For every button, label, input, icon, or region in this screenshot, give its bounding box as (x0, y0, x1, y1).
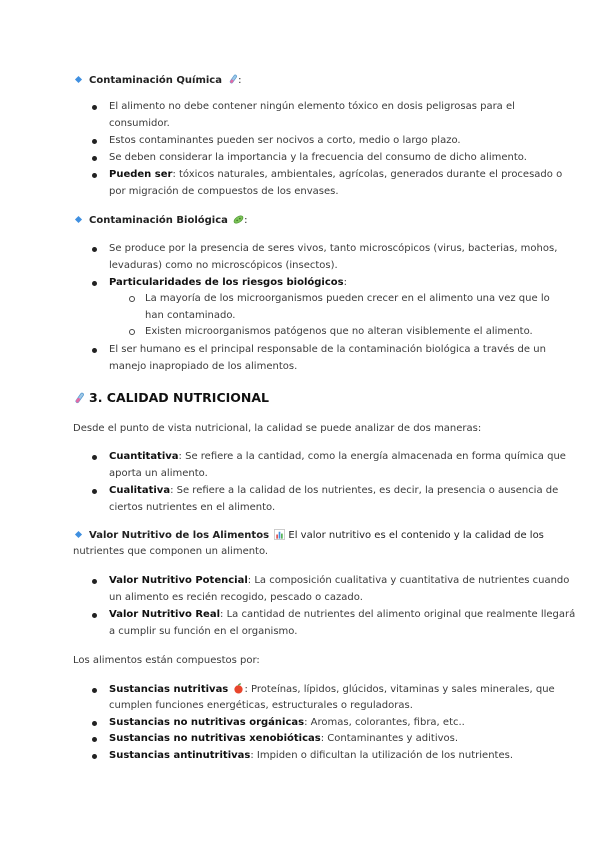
list-item-cuantitativa: Cuantitativa: Se refiere a la cantidad, como la energía almacenada en forma química que (109, 451, 566, 462)
sub-bullet-circle (129, 296, 135, 302)
bullet-dot (92, 348, 97, 353)
list-item-cont: un alimento es recién recogido, pescado o cazado. (109, 592, 363, 603)
bullet-dot (92, 721, 97, 726)
bullet-dot (92, 579, 97, 584)
list-item-organicas: Sustancias no nutritivas orgánicas: Aromas, colorantes, fibra, etc.. (109, 717, 465, 728)
sub-list-item: Existen microorganismos patógenos que no alteran visiblemente el alimento. (145, 326, 533, 337)
sub-list-item-cont: han contaminado. (145, 310, 236, 321)
paragraph-intro: Desde el punto de vista nutricional, la calidad se puede analizar de dos maneras: (73, 423, 482, 434)
section-biologica-title: Contaminación Biológica : (73, 214, 247, 228)
diamond-bullet-icon (75, 76, 82, 83)
bullet-dot (92, 489, 97, 494)
bullet-dot (92, 613, 97, 618)
list-item-antinutritivas: Sustancias antinutritivas: Impiden o dificultan la utilización de los nutrientes. (109, 750, 513, 761)
bullet-dot (92, 754, 97, 759)
list-item: El ser humano es el principal responsable de la contaminación biológica a través de un (109, 344, 546, 355)
list-item: Se produce por la presencia de seres vivos, tanto microscópicos (virus, bacterias, mohos, (109, 243, 558, 254)
list-item-cont: por migración de compuestos de los envases. (109, 186, 339, 197)
list-item-xenobioticas: Sustancias no nutritivas xenobióticas: Contaminantes y aditivos. (109, 733, 459, 744)
valor-nutritivo-line: Valor Nutritivo de los Alimentos El valor nutritivo es el contenido y la calidad de los (73, 529, 544, 543)
list-item-pueden-ser: Pueden ser: tóxicos naturales, ambientales, agrícolas, generados durante el procesado o (109, 169, 563, 180)
bullet-dot (92, 105, 97, 110)
list-item-potencial: Valor Nutritivo Potencial: La composición cualitativa y cuantitativa de nutrientes cuando (109, 575, 570, 586)
valor-nutritivo-cont: nutrientes que componen un alimento. (73, 546, 269, 557)
microbe-icon (233, 214, 244, 225)
list-item-real: Valor Nutritivo Real: La cantidad de nutrientes del alimento original que realmente llegará (109, 609, 576, 620)
list-item: Se deben considerar la importancia y la frecuencia del consumo de dicho alimento. (109, 152, 527, 163)
paragraph-compuestos: Los alimentos están compuestos por: (73, 655, 260, 666)
sub-list-item: La mayoría de los microorganismos pueden crecer en el alimento una vez que lo (145, 293, 550, 304)
section-heading-calidad: 3. CALIDAD NUTRICIONAL (73, 390, 269, 405)
bullet-dot (92, 156, 97, 161)
bullet-dot (92, 139, 97, 144)
bullet-dot (92, 688, 97, 693)
diamond-bullet-icon (75, 216, 82, 223)
sub-bullet-circle (129, 329, 135, 335)
list-item-cont: a cumplir su función en el organismo. (109, 626, 298, 637)
list-item: Estos contaminantes pueden ser nocivos a corto, medio o largo plazo. (109, 135, 461, 146)
bar-chart-icon (274, 529, 285, 540)
list-item: El alimento no debe contener ningún elemento tóxico en dosis peligrosas para el (109, 101, 515, 112)
list-item-riesgos: Particularidades de los riesgos biológicos: (109, 277, 347, 288)
list-item-cont: manejo inapropiado de los alimentos. (109, 361, 298, 372)
list-item-cont: ciertos nutrientes en el alimento. (109, 502, 276, 513)
bullet-dot (92, 455, 97, 460)
bullet-dot (92, 281, 97, 286)
list-item-nutritivas: Sustancias nutritivas : Proteínas, lípidos, glúcidos, vitaminas y sales minerales, que (109, 684, 555, 695)
list-item-cont: aporta un alimento. (109, 468, 208, 479)
test-tube-icon (73, 392, 85, 404)
bullet-dot (92, 247, 97, 252)
list-item-cont: consumidor. (109, 118, 170, 129)
test-tube-icon (227, 74, 238, 85)
section-quimica-title: Contaminación Química : (73, 74, 242, 88)
apple-icon (233, 683, 244, 694)
list-item-cont: cumplen funciones energéticas, estructurales o reguladoras. (109, 700, 413, 711)
bullet-dot (92, 173, 97, 178)
list-item-cont: levaduras) como no microscópicos (insectos). (109, 260, 338, 271)
list-item-cualitativa: Cualitativa: Se refiere a la calidad de los nutrientes, es decir, la presencia o ausencia de (109, 485, 559, 496)
diamond-bullet-icon (75, 531, 82, 538)
bullet-dot (92, 737, 97, 742)
